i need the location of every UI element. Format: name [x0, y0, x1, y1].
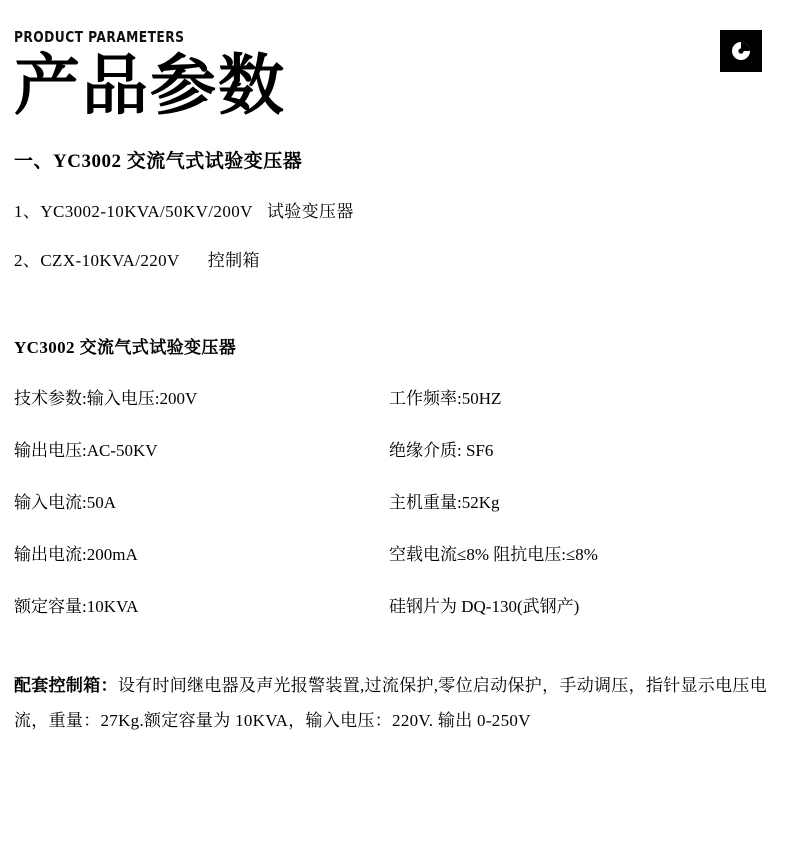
spec-table-title: YC3002 交流气式试验变压器 [14, 338, 237, 358]
control-box-note [14, 669, 776, 739]
spec-row [14, 592, 776, 617]
list-item-suffix: 控制箱 [207, 251, 260, 271]
list-item-index: 1、 [14, 202, 41, 222]
spec-cell-left: 输出电压:AC-50KV [14, 441, 158, 461]
list-item-text: YC3002-10KVA/50KV/200V [40, 202, 253, 222]
section-heading: 一、YC3002 交流气式试验变压器 [14, 151, 303, 173]
control-box-note-label: 配套控制箱： [14, 676, 118, 696]
spec-row [14, 384, 776, 409]
spec-cell-left: 输入电流:50A [14, 493, 116, 513]
pie-chart-logo-icon [729, 39, 753, 63]
page-header [14, 0, 776, 124]
list-item-text: CZX-10KVA/220V [40, 251, 180, 271]
list-item [14, 246, 776, 271]
brand-logo [720, 30, 762, 72]
spec-table [14, 384, 776, 617]
page-title: 产品参数 [14, 47, 286, 124]
eyebrow-label: PRODUCT PARAMETERS [14, 28, 185, 46]
spec-cell-right: 工作频率:50HZ [389, 389, 502, 409]
spec-cell-right: 硅钢片为 DQ-130(武钢产) [389, 597, 580, 617]
list-item-suffix: 试验变压器 [266, 202, 354, 222]
spec-cell-right: 绝缘介质: SF6 [389, 441, 494, 461]
list-item [14, 197, 776, 222]
spec-row [14, 540, 776, 565]
spec-cell-left: 技术参数:输入电压:200V [14, 389, 198, 409]
spec-row [14, 436, 776, 461]
control-box-note-body: 设有时间继电器及声光报警装置,过流保护,零位启动保护，手动调压，指针显示电压电流，重量：27Kg.额定容量为 10KVA，输入电压：220V. 输出 0-250V [14, 676, 768, 731]
spec-row [14, 488, 776, 513]
spec-cell-left: 输出电流:200mA [14, 545, 138, 565]
spec-cell-right: 空载电流≤8% 阻抗电压:≤8% [389, 545, 598, 565]
spec-cell-left: 额定容量:10KVA [14, 597, 139, 617]
spec-cell-right: 主机重量:52Kg [389, 493, 500, 513]
list-item-index: 2、 [14, 251, 41, 271]
